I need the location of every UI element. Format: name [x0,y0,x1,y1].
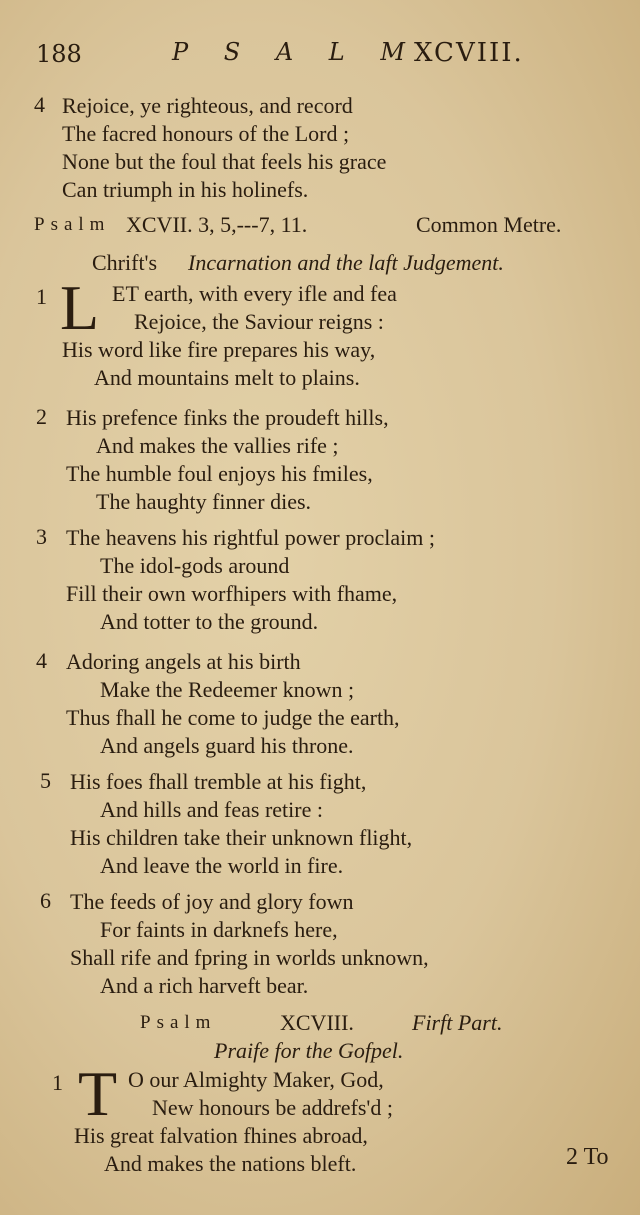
psalm-label: Psalm [34,214,111,235]
drop-cap: L [60,272,100,343]
verse-line: His children take their unknown flight, [70,825,413,850]
verse-line: His word like fire prepares his way, [62,337,376,362]
running-psalm-number: XCVIII. [414,38,524,68]
verse-line: None but the foul that feels his grace [62,149,387,174]
stanza-number: 4 [34,92,45,117]
stanza-number: 6 [40,888,51,913]
verse-line: ET earth, with every ifle and fea [112,281,397,306]
verse-line: The feeds of joy and glory fown [70,889,354,914]
verse-line: O our Almighty Maker, God, [128,1067,384,1092]
verse-line: The facred honours of the Lord ; [62,121,350,146]
running-title: P S A L M [172,38,419,66]
verse-line: Make the Redeemer known ; [100,677,355,702]
stanza-number: 1 [36,284,47,309]
stanza-number: 3 [36,524,47,549]
verse-line: And totter to the ground. [100,609,319,634]
verse-line: Fill their own worfhipers with fhame, [66,581,398,606]
verse-line: And makes the vallies rife ; [96,433,339,458]
catchword: 2 To [566,1144,609,1170]
verse-line: His great falvation fhines abroad, [74,1123,368,1148]
stanza-number: 5 [40,768,51,793]
verse-line: The heavens his rightful power proclaim ; [66,525,436,550]
verse-line: Adoring angels at his birth [66,649,301,674]
verse-line: And makes the nations bleft. [104,1151,357,1176]
metre-label: Common Metre. [416,212,562,237]
stanza-number: 4 [36,648,47,673]
verse-line: And a rich harveft bear. [100,973,309,998]
verse-line: New honours be addrefs'd ; [152,1095,394,1120]
psalm-number: XCVIII. [280,1010,354,1035]
stanza-number: 2 [36,404,47,429]
verse-line: Thus fhall he come to judge the earth, [66,705,400,730]
verse-line: The haughty finner dies. [96,489,312,514]
book-page: 188 P S A L M XCVIII. 4 Rejoice, ye righteous, and record The facred honours of the Lord ; None but the foul that feels his grace Can triumph in his holinefs. Psalm XCVII. 3, 5,---7, 11. Common Metre. Chrift's Incarnation and the laft Judgement. 1 L ET earth, with every ifle and fea Rejoice, the Saviour reigns : His word like fire prepares his way, And mountains melt to plains. 2 His prefence finks the proudeft hills, And makes the vallies rife ; The humble foul enjoys his fmiles, The haughty finner dies. 3 The heavens his rightful power proclaim ; The idol-gods around Fill their own worfhipers with fhame, And totter to the ground. 4 Adoring angels at his birth Make the Redeemer known ; Thus fhall he come to judge the earth, And angels guard his throne. 5 His foes fhall tremble at his fight, And hills and feas retire : His children take their unknown flight, And leave the world in fire. 6 The feeds of joy and glory fown For faints in darknefs here, Shall rife and fpring in worlds unknown, And a rich harveft bear. Psalm XCVIII. Firft Part. Praife for the Gofpel. 1 T O our Almighty Maker, God, New honours be addrefs'd ; His great falvation fhines abroad, And makes the nations bleft. 2 To [34,38,609,1176]
psalm-label: Psalm [140,1012,217,1033]
verse-line: Rejoice, ye righteous, and record [62,93,353,118]
verse-line: Rejoice, the Saviour reigns : [134,309,384,334]
drop-cap: T [78,1058,118,1129]
verse-line: His foes fhall tremble at his fight, [70,769,367,794]
verse-line: His prefence finks the proudeft hills, [66,405,389,430]
verse-line: And hills and feas retire : [100,797,323,822]
psalm-subtitle: Praife for the Gofpel. [214,1038,404,1063]
part-label: Firft Part. [412,1010,503,1035]
page-number: 188 [36,40,82,68]
verse-line: Shall rife and fpring in worlds unknown, [70,945,429,970]
verse-line: For faints in darknefs here, [100,917,338,942]
verse-line: And leave the world in fire. [100,853,344,878]
verse-line: The humble foul enjoys his fmiles, [66,461,373,486]
stanza-number: 1 [52,1070,63,1095]
verse-line: And angels guard his throne. [100,733,354,758]
verse-line: And mountains melt to plains. [94,365,360,390]
psalm-number-verses: XCVII. 3, 5,---7, 11. [126,212,308,237]
verse-line: Can triumph in his holinefs. [62,177,309,202]
verse-line: The idol-gods around [100,553,290,578]
